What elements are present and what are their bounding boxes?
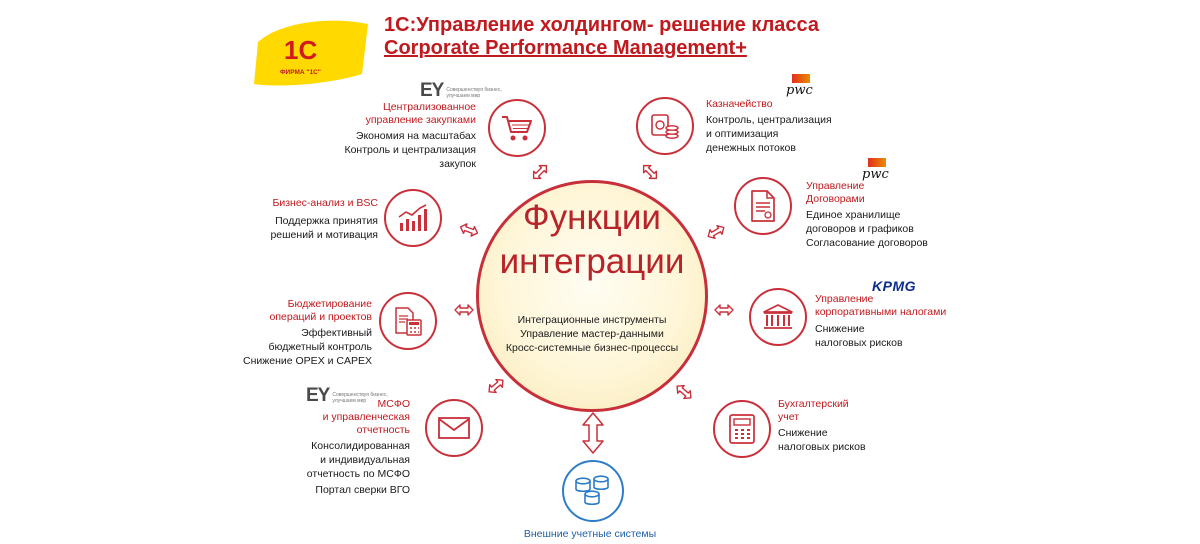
center-item: Кросс-системные бизнес-процессы bbox=[505, 342, 679, 354]
calculator-icon bbox=[713, 400, 771, 458]
shopping-cart-icon bbox=[488, 99, 546, 157]
center-item: Интеграционные инструменты bbox=[517, 314, 667, 326]
ey-logo: EY Совершенствуя бизнес, улучшаем мир bbox=[420, 80, 502, 101]
pwc-logo: pwc bbox=[786, 74, 813, 98]
center-title: Функции интеграции bbox=[499, 198, 685, 281]
module-contracts: Управление Договорами Единое хранилище договоров и графиков Согласование договоров bbox=[806, 180, 928, 249]
double-arrow-icon bbox=[706, 223, 727, 241]
module-accounting: Бухгалтерский учет Снижение налоговых рисков bbox=[778, 398, 866, 453]
double-arrow-icon bbox=[455, 305, 473, 315]
module-procurement: Централизованное управление закупками Экономия на масштабах Контроль и централизация закупок bbox=[344, 101, 476, 170]
database-icon bbox=[562, 460, 624, 522]
center-item: Управление мастер-данными bbox=[520, 328, 664, 340]
vertical-double-arrow-icon bbox=[583, 413, 603, 453]
double-arrow-icon bbox=[640, 162, 660, 182]
module-bsc: Бизнес-анализ и BSC Поддержка принятия решений и мотивация bbox=[270, 197, 378, 241]
double-arrow-icon bbox=[459, 222, 479, 238]
calculator-document-icon bbox=[379, 292, 437, 350]
growth-chart-icon bbox=[384, 189, 442, 247]
module-tax: Управление корпоративными налогами Снижение налоговых рисков bbox=[815, 293, 947, 349]
double-arrow-icon bbox=[715, 305, 733, 315]
external-systems-label: Внешние учетные системы bbox=[523, 528, 657, 540]
bank-icon bbox=[749, 288, 807, 346]
pwc-logo: pwc bbox=[862, 158, 889, 182]
svg-text:ФИРМА "1С": ФИРМА "1С" bbox=[280, 69, 321, 76]
double-arrow-icon bbox=[486, 376, 506, 395]
svg-text:1С: 1С bbox=[284, 35, 318, 65]
title-line-1: 1С:Управление холдингом- решение класса bbox=[384, 14, 820, 36]
double-arrow-icon bbox=[530, 162, 550, 182]
kpmg-logo: KPMG bbox=[872, 278, 916, 294]
double-arrow-icon bbox=[674, 382, 694, 401]
document-icon bbox=[734, 177, 792, 235]
envelope-icon bbox=[425, 399, 483, 457]
module-ifrs: МСФО и управленческая отчетность Консолидированная и индивидуальная отчетность по МСФО Портал сверки ВГО bbox=[306, 398, 410, 496]
module-treasury: Казначейство Контроль, централизация и оптимизация денежных потоков bbox=[706, 98, 832, 154]
title-line-2: Corporate Performance Management+ bbox=[384, 37, 747, 59]
module-budget: Бюджетирование операций и проектов Эффективный бюджетный контроль Снижение OPEX и CAPEX bbox=[242, 298, 372, 367]
money-icon bbox=[636, 97, 694, 155]
ey-logo: EY Совершенствуя бизнес, улучшаем мир bbox=[306, 385, 388, 406]
